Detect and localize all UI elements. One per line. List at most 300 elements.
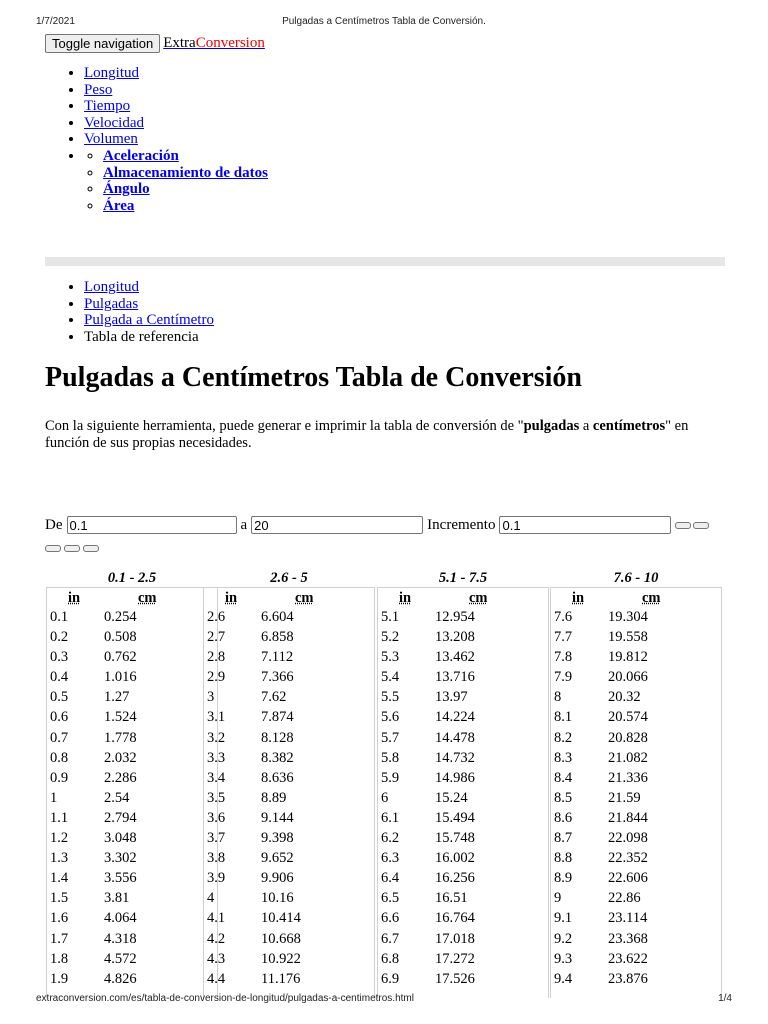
table-range-title: 7.6 - 10 bbox=[613, 570, 659, 586]
table-row bbox=[47, 628, 217, 648]
table-row bbox=[47, 749, 217, 769]
cell-inches: 0.3 bbox=[50, 649, 69, 666]
header-centimeters: cm bbox=[138, 590, 157, 606]
cell-centimeters: 2.54 bbox=[104, 789, 130, 806]
table-row bbox=[378, 668, 548, 688]
table-row bbox=[47, 668, 217, 688]
cell-centimeters: 0.508 bbox=[104, 629, 137, 646]
cell-centimeters: 10.922 bbox=[261, 950, 301, 967]
table-row bbox=[551, 749, 721, 769]
reset-button[interactable] bbox=[693, 522, 709, 529]
table-row bbox=[551, 729, 721, 749]
cell-centimeters: 10.668 bbox=[261, 930, 301, 947]
cell-inches: 6.6 bbox=[381, 910, 400, 927]
cell-centimeters: 7.62 bbox=[261, 689, 287, 706]
to-label: a bbox=[240, 516, 248, 533]
table-row bbox=[378, 628, 548, 648]
table-row bbox=[378, 789, 548, 809]
print-footer bbox=[0, 993, 768, 1007]
cell-centimeters: 23.876 bbox=[608, 970, 648, 987]
table-row bbox=[47, 889, 217, 909]
cell-inches: 3.1 bbox=[207, 709, 226, 726]
cell-centimeters: 16.764 bbox=[435, 910, 475, 927]
table-row bbox=[378, 648, 548, 668]
option-button-2[interactable] bbox=[64, 545, 80, 552]
cell-inches: 6.4 bbox=[381, 870, 400, 887]
cell-centimeters: 19.812 bbox=[608, 649, 648, 666]
cell-inches: 3.3 bbox=[207, 749, 226, 766]
cell-inches: 0.1 bbox=[50, 609, 69, 625]
cell-inches: 8.3 bbox=[554, 749, 573, 766]
cell-inches: 7.9 bbox=[554, 669, 573, 686]
cell-centimeters: 1.778 bbox=[104, 729, 137, 746]
breadcrumb-link-longitud[interactable]: Longitud bbox=[84, 279, 139, 295]
submenu-link-area[interactable]: Área bbox=[103, 197, 135, 214]
table-row bbox=[378, 708, 548, 728]
cell-centimeters: 4.826 bbox=[104, 970, 137, 987]
submenu-link-angulo[interactable]: Ángulo bbox=[103, 181, 150, 198]
cell-inches: 3 bbox=[207, 689, 215, 706]
cell-centimeters: 3.302 bbox=[104, 850, 137, 867]
cell-centimeters: 23.368 bbox=[608, 930, 648, 947]
menu-link-peso[interactable]: Peso bbox=[84, 81, 113, 98]
submenu-item-aceleracion bbox=[103, 148, 268, 165]
cell-inches: 0.5 bbox=[50, 689, 69, 706]
table-row bbox=[378, 970, 548, 990]
table-row bbox=[204, 628, 374, 648]
cell-inches: 3.2 bbox=[207, 729, 226, 746]
cell-centimeters: 8.636 bbox=[261, 769, 294, 786]
intro-text bbox=[45, 418, 735, 452]
cell-inches: 5.4 bbox=[381, 669, 400, 686]
cell-centimeters: 13.97 bbox=[435, 689, 468, 706]
table-row bbox=[204, 688, 374, 708]
table-header bbox=[47, 588, 217, 608]
menu-item-more bbox=[84, 148, 268, 214]
cell-inches: 9 bbox=[554, 890, 562, 907]
intro-part1: Con la siguiente herramienta, puede generar e imprimir la tabla de conversión de " bbox=[45, 418, 524, 434]
table-row bbox=[378, 930, 548, 950]
cell-centimeters: 22.606 bbox=[608, 870, 648, 887]
table-row bbox=[47, 809, 217, 829]
table-row bbox=[378, 749, 548, 769]
cell-centimeters: 4.318 bbox=[104, 930, 137, 947]
table-row bbox=[378, 729, 548, 749]
cell-centimeters: 2.286 bbox=[104, 769, 137, 786]
table-row bbox=[47, 789, 217, 809]
table-row bbox=[204, 829, 374, 849]
cell-centimeters: 21.336 bbox=[608, 769, 648, 786]
cell-inches: 9.4 bbox=[554, 970, 573, 987]
header-centimeters: cm bbox=[642, 590, 661, 606]
form-buttons-second-row bbox=[45, 545, 99, 552]
cell-centimeters: 23.114 bbox=[608, 910, 648, 927]
submenu-item-area bbox=[103, 198, 268, 215]
table-range-title: 0.1 - 2.5 bbox=[107, 570, 157, 586]
cell-centimeters: 14.224 bbox=[435, 709, 475, 726]
table-row bbox=[204, 950, 374, 970]
breadcrumb-item-pulgada-a-centimetro bbox=[84, 312, 214, 329]
cell-centimeters: 0.254 bbox=[104, 609, 137, 625]
table-row bbox=[378, 688, 548, 708]
breadcrumb-link-pulgada-a-centimetro[interactable]: Pulgada a Centímetro bbox=[84, 312, 214, 329]
table-row bbox=[204, 648, 374, 668]
table-row bbox=[551, 909, 721, 929]
cell-inches: 9.3 bbox=[554, 950, 573, 967]
table-row bbox=[47, 648, 217, 668]
cell-inches: 1.7 bbox=[50, 930, 69, 947]
cell-inches: 8.8 bbox=[554, 850, 573, 867]
cell-centimeters: 23.622 bbox=[608, 950, 648, 967]
table-row bbox=[378, 829, 548, 849]
breadcrumb bbox=[65, 279, 214, 345]
cell-inches: 1.9 bbox=[50, 970, 69, 987]
cell-centimeters: 19.304 bbox=[608, 609, 648, 625]
cell-centimeters: 12.954 bbox=[435, 609, 475, 625]
cell-inches: 5.8 bbox=[381, 749, 400, 766]
cell-inches: 7.7 bbox=[554, 629, 573, 646]
table-row bbox=[551, 708, 721, 728]
cell-inches: 2.8 bbox=[207, 649, 226, 666]
cell-inches: 1.5 bbox=[50, 890, 69, 907]
option-button-3[interactable] bbox=[83, 545, 99, 552]
table-row bbox=[204, 909, 374, 929]
cell-inches: 4.2 bbox=[207, 930, 226, 947]
submenu-link-almacenamiento[interactable]: Almacenamiento de datos bbox=[103, 164, 268, 181]
table-column bbox=[377, 570, 549, 987]
cell-inches: 1.2 bbox=[50, 830, 69, 847]
print-url: extraconversion.com/es/tabla-de-conversion-de-longitud/pulgadas-a-centimetros.html bbox=[36, 993, 414, 1004]
cell-inches: 6 bbox=[381, 789, 389, 806]
table-row bbox=[551, 970, 721, 990]
menu-item-tiempo bbox=[84, 98, 268, 115]
menu-item-volumen bbox=[84, 131, 268, 148]
table-row bbox=[204, 970, 374, 990]
cell-centimeters: 3.81 bbox=[104, 890, 130, 907]
header-centimeters: cm bbox=[469, 590, 488, 606]
cell-centimeters: 1.524 bbox=[104, 709, 137, 726]
menu-link-volumen[interactable]: Volumen bbox=[84, 131, 138, 148]
cell-centimeters: 7.874 bbox=[261, 709, 294, 726]
menu-item-longitud bbox=[84, 65, 268, 82]
cell-inches: 0.2 bbox=[50, 629, 69, 646]
cell-centimeters: 10.414 bbox=[261, 910, 301, 927]
cell-inches: 6.2 bbox=[381, 830, 400, 847]
brand-logo-link[interactable] bbox=[163, 35, 265, 52]
table-row bbox=[204, 849, 374, 869]
cell-inches: 6.7 bbox=[381, 930, 400, 947]
toggle-navigation-button[interactable]: Toggle navigation bbox=[45, 34, 160, 53]
table-row bbox=[47, 930, 217, 950]
cell-inches: 6.9 bbox=[381, 970, 400, 987]
cell-inches: 8.4 bbox=[554, 769, 573, 786]
brand-part-conversion: Conversion bbox=[195, 34, 265, 51]
cell-inches: 8.6 bbox=[554, 809, 573, 826]
table-row bbox=[378, 869, 548, 889]
menu-link-velocidad[interactable]: Velocidad bbox=[84, 114, 144, 131]
from-label: De bbox=[45, 516, 63, 533]
cell-centimeters: 9.906 bbox=[261, 870, 294, 887]
cell-inches: 8.2 bbox=[554, 729, 573, 746]
cell-centimeters: 0.762 bbox=[104, 649, 137, 666]
table-row bbox=[47, 909, 217, 929]
cell-inches: 4.4 bbox=[207, 970, 226, 987]
cell-centimeters: 9.398 bbox=[261, 830, 294, 847]
cell-inches: 1.1 bbox=[50, 809, 69, 826]
table-row bbox=[551, 628, 721, 648]
cell-centimeters: 21.844 bbox=[608, 809, 648, 826]
table-row bbox=[204, 708, 374, 728]
menu-item-peso bbox=[84, 82, 268, 99]
cell-centimeters: 19.558 bbox=[608, 629, 648, 646]
cell-centimeters: 20.574 bbox=[608, 709, 648, 726]
cell-inches: 7.8 bbox=[554, 649, 573, 666]
cell-inches: 6.3 bbox=[381, 850, 400, 867]
cell-inches: 4.1 bbox=[207, 910, 226, 927]
cell-inches: 4 bbox=[207, 890, 215, 907]
cell-centimeters: 17.272 bbox=[435, 950, 475, 967]
submenu-link-aceleracion[interactable]: Aceleración bbox=[103, 147, 179, 164]
menu-item-velocidad bbox=[84, 115, 268, 132]
cell-centimeters: 22.86 bbox=[608, 890, 641, 907]
cell-centimeters: 15.748 bbox=[435, 830, 475, 847]
table-row bbox=[47, 769, 217, 789]
cell-centimeters: 21.59 bbox=[608, 789, 641, 806]
cell-inches: 5.5 bbox=[381, 689, 400, 706]
table-row bbox=[47, 829, 217, 849]
cell-centimeters: 17.526 bbox=[435, 970, 475, 987]
intro-part3: " en función de sus propias necesidades. bbox=[45, 418, 689, 451]
cell-centimeters: 9.652 bbox=[261, 850, 294, 867]
header-inches: in bbox=[399, 590, 412, 606]
divider-bar bbox=[45, 257, 725, 266]
cell-centimeters: 20.066 bbox=[608, 669, 648, 686]
cell-inches: 8.7 bbox=[554, 830, 573, 847]
cell-centimeters: 16.002 bbox=[435, 850, 475, 867]
table-row bbox=[378, 950, 548, 970]
table-row bbox=[204, 930, 374, 950]
cell-inches: 3.6 bbox=[207, 809, 226, 826]
cell-inches: 3.5 bbox=[207, 789, 226, 806]
cell-inches: 2.7 bbox=[207, 629, 226, 646]
cell-inches: 5.6 bbox=[381, 709, 400, 726]
breadcrumb-current: • Tabla de referencia bbox=[84, 329, 214, 346]
cell-inches: 8.5 bbox=[554, 789, 573, 806]
table-row bbox=[551, 688, 721, 708]
table-row bbox=[378, 809, 548, 829]
cell-centimeters: 6.604 bbox=[261, 609, 294, 625]
table-row bbox=[378, 849, 548, 869]
cell-inches: 3.8 bbox=[207, 850, 226, 867]
table-row bbox=[551, 769, 721, 789]
cell-inches: 8 bbox=[554, 689, 562, 706]
breadcrumb-link-pulgadas[interactable]: Pulgadas bbox=[84, 295, 139, 312]
table-row bbox=[551, 869, 721, 889]
table-column bbox=[550, 570, 722, 987]
cell-centimeters: 10.16 bbox=[261, 890, 294, 907]
table-row bbox=[551, 889, 721, 909]
cell-centimeters: 3.048 bbox=[104, 830, 137, 847]
cell-centimeters: 11.176 bbox=[261, 970, 301, 987]
cell-centimeters: 22.352 bbox=[608, 850, 648, 867]
cell-centimeters: 20.32 bbox=[608, 689, 641, 706]
print-title: Pulgadas a Centímetros Tabla de Conversión. bbox=[282, 16, 486, 27]
cell-inches: 5.3 bbox=[381, 649, 400, 666]
table-row bbox=[551, 930, 721, 950]
table-range-title: 2.6 - 5 bbox=[270, 570, 308, 586]
cell-centimeters: 6.858 bbox=[261, 629, 294, 646]
table-row bbox=[551, 789, 721, 809]
cell-centimeters: 14.478 bbox=[435, 729, 475, 746]
cell-centimeters: 22.098 bbox=[608, 830, 648, 847]
menu-link-tiempo[interactable]: Tiempo bbox=[84, 98, 131, 115]
cell-inches: 5.9 bbox=[381, 769, 400, 786]
print-page-number: 1/4 bbox=[718, 993, 732, 1004]
cell-centimeters: 14.986 bbox=[435, 769, 475, 786]
to-input[interactable] bbox=[251, 516, 423, 534]
table-header bbox=[204, 588, 374, 608]
table-row bbox=[204, 608, 374, 628]
cell-centimeters: 14.732 bbox=[435, 749, 475, 766]
cell-centimeters: 16.256 bbox=[435, 870, 475, 887]
table-row bbox=[47, 608, 217, 628]
cell-centimeters: 3.556 bbox=[104, 870, 137, 887]
table-row bbox=[204, 789, 374, 809]
cell-inches: 3.9 bbox=[207, 870, 226, 887]
cell-centimeters: 2.794 bbox=[104, 809, 137, 826]
table-row bbox=[378, 909, 548, 929]
cell-centimeters: 9.144 bbox=[261, 809, 294, 826]
table-row bbox=[204, 809, 374, 829]
cell-inches: 7.6 bbox=[554, 609, 573, 625]
cell-centimeters: 13.462 bbox=[435, 649, 475, 666]
intro-bold-pulgadas: pulgadas bbox=[523, 418, 580, 434]
generate-button[interactable] bbox=[675, 522, 691, 529]
cell-inches: 9.1 bbox=[554, 910, 573, 927]
main-menu bbox=[65, 65, 268, 214]
cell-inches: 3.7 bbox=[207, 830, 226, 847]
cell-inches: 3.4 bbox=[207, 769, 226, 786]
conversion-table bbox=[46, 587, 218, 998]
table-row bbox=[204, 769, 374, 789]
brand-part-extra: Extra bbox=[163, 34, 196, 51]
cell-inches: 5.1 bbox=[381, 609, 400, 625]
range-form bbox=[45, 514, 711, 536]
table-row bbox=[47, 869, 217, 889]
page-title: Pulgadas a Centímetros Tabla de Conversión bbox=[45, 362, 582, 393]
table-row bbox=[47, 970, 217, 990]
submenu-item-angulo bbox=[103, 181, 268, 198]
table-row bbox=[204, 749, 374, 769]
breadcrumb-item-pulgadas bbox=[84, 296, 214, 313]
navbar bbox=[45, 33, 265, 53]
cell-centimeters: 4.572 bbox=[104, 950, 137, 967]
table-column bbox=[203, 570, 375, 987]
cell-inches: 5.2 bbox=[381, 629, 400, 646]
cell-centimeters: 13.208 bbox=[435, 629, 475, 646]
cell-inches: 1.8 bbox=[50, 950, 69, 967]
submenu bbox=[84, 148, 268, 214]
table-row bbox=[47, 729, 217, 749]
cell-inches: 0.9 bbox=[50, 769, 69, 786]
cell-centimeters: 15.24 bbox=[435, 789, 468, 806]
header-inches: in bbox=[225, 590, 238, 606]
cell-centimeters: 2.032 bbox=[104, 749, 137, 766]
print-button[interactable] bbox=[45, 545, 61, 552]
submenu-item-almacenamiento bbox=[103, 165, 268, 182]
cell-centimeters: 8.89 bbox=[261, 789, 287, 806]
print-date: 1/7/2021 bbox=[36, 16, 75, 27]
table-row bbox=[551, 829, 721, 849]
cell-centimeters: 1.27 bbox=[104, 689, 130, 706]
print-header bbox=[0, 16, 768, 30]
conversion-table bbox=[377, 587, 549, 998]
table-row bbox=[551, 668, 721, 688]
intro-bold-centimetros: centímetros bbox=[592, 418, 666, 434]
intro-part2: a bbox=[579, 418, 593, 434]
cell-centimeters: 8.128 bbox=[261, 729, 294, 746]
table-row bbox=[378, 769, 548, 789]
table-row bbox=[378, 608, 548, 628]
cell-centimeters: 7.366 bbox=[261, 669, 294, 686]
cell-centimeters: 4.064 bbox=[104, 910, 137, 927]
table-row bbox=[551, 950, 721, 970]
cell-centimeters: 7.112 bbox=[261, 649, 294, 666]
table-row bbox=[378, 889, 548, 909]
table-row bbox=[551, 608, 721, 628]
cell-inches: 1.4 bbox=[50, 870, 69, 887]
menu-link-longitud[interactable]: Longitud bbox=[84, 65, 139, 81]
table-row bbox=[551, 849, 721, 869]
table-row bbox=[47, 849, 217, 869]
header-centimeters: cm bbox=[295, 590, 314, 606]
breadcrumb-item-longitud bbox=[84, 279, 214, 296]
conversion-table bbox=[550, 587, 722, 998]
cell-centimeters: 13.716 bbox=[435, 669, 475, 686]
header-inches: in bbox=[68, 590, 81, 606]
table-range-title: 5.1 - 7.5 bbox=[438, 570, 488, 586]
cell-inches: 6.1 bbox=[381, 809, 400, 826]
cell-centimeters: 8.382 bbox=[261, 749, 294, 766]
table-header bbox=[551, 588, 721, 608]
cell-inches: 9.2 bbox=[554, 930, 573, 947]
cell-centimeters: 16.51 bbox=[435, 890, 468, 907]
table-row bbox=[47, 708, 217, 728]
header-inches: in bbox=[572, 590, 585, 606]
cell-inches: 0.4 bbox=[50, 669, 69, 686]
table-row bbox=[551, 648, 721, 668]
table-row bbox=[47, 688, 217, 708]
cell-inches: 8.9 bbox=[554, 870, 573, 887]
cell-inches: 2.6 bbox=[207, 609, 226, 625]
cell-inches: 0.7 bbox=[50, 729, 69, 746]
conversion-table bbox=[203, 587, 375, 998]
cell-centimeters: 15.494 bbox=[435, 809, 475, 826]
cell-inches: 0.8 bbox=[50, 749, 69, 766]
from-input[interactable] bbox=[67, 516, 237, 534]
table-row bbox=[551, 809, 721, 829]
form-buttons-right bbox=[675, 517, 711, 534]
cell-inches: 2.9 bbox=[207, 669, 226, 686]
cell-inches: 6.8 bbox=[381, 950, 400, 967]
cell-inches: 1.3 bbox=[50, 850, 69, 867]
cell-inches: 4.3 bbox=[207, 950, 226, 967]
cell-centimeters: 21.082 bbox=[608, 749, 648, 766]
increment-input[interactable] bbox=[499, 516, 671, 534]
table-row bbox=[204, 668, 374, 688]
cell-inches: 8.1 bbox=[554, 709, 573, 726]
cell-inches: 0.6 bbox=[50, 709, 69, 726]
